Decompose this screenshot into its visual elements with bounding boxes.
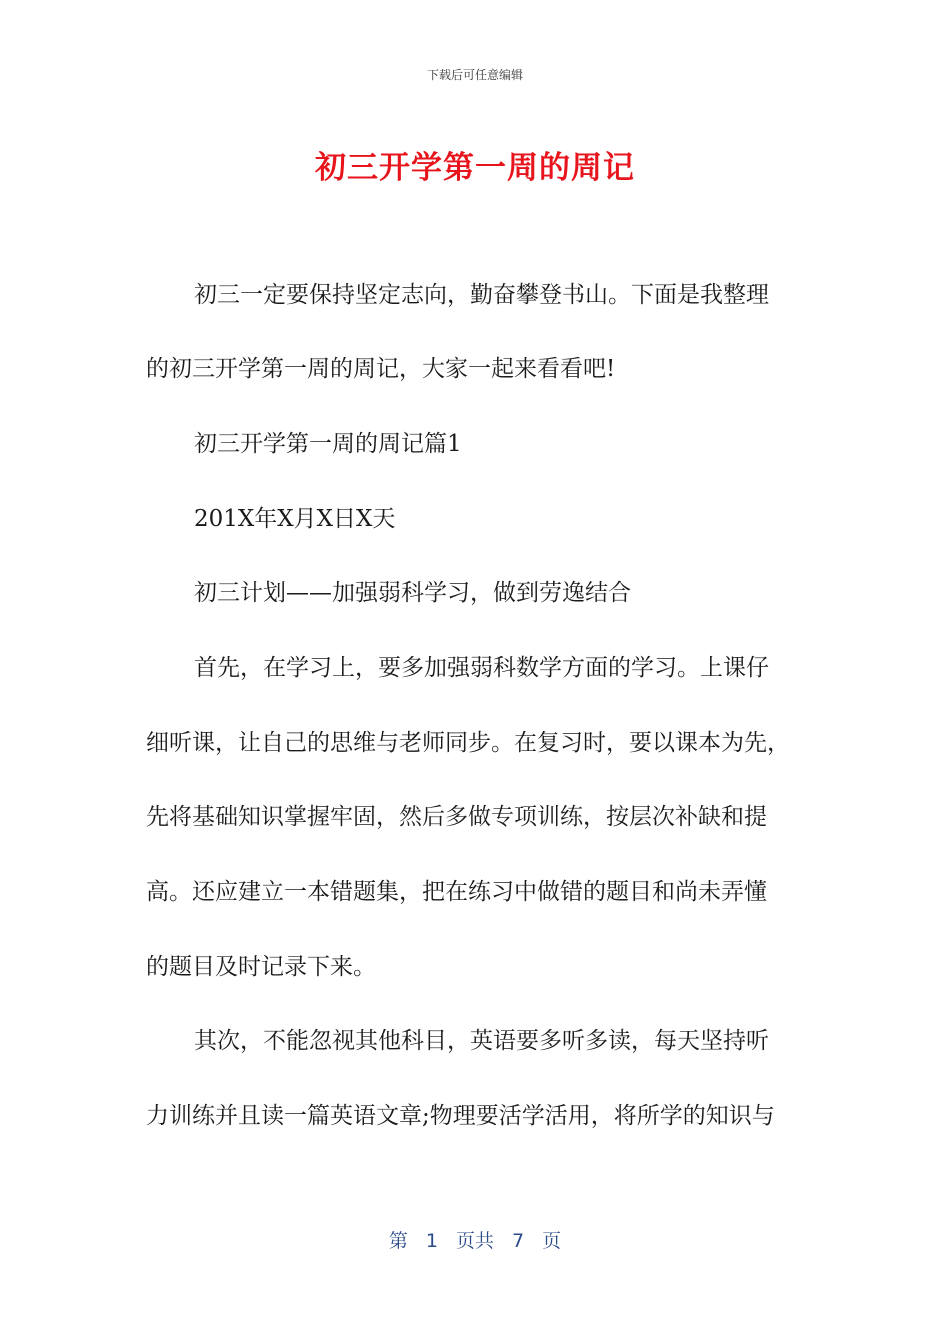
paragraph-line: 高。还应建立一本错题集，把在练习中做错的题目和尚未弄懂 <box>146 879 767 905</box>
page-footer <box>0 1226 950 1253</box>
page-total-number: 7 <box>512 1230 525 1252</box>
page-header-note: 下载后可任意编辑 <box>426 68 523 82</box>
page-label-suffix: 页 <box>542 1230 562 1252</box>
document-title: 初三开学第一周的周记 <box>315 150 635 186</box>
paragraph-line: 先将基础知识掌握牢固，然后多做专项训练，按层次补缺和提 <box>146 804 767 830</box>
paragraph-line: 初三一定要保持坚定志向，勤奋攀登书山。下面是我整理 <box>194 282 769 308</box>
page-label-prefix: 第 <box>388 1230 408 1252</box>
paragraph-line: 的初三开学第一周的周记，大家一起来看看吧! <box>146 356 616 382</box>
paragraph-line: 力训练并且读一篇英语文章;物理要活学活用，将所学的知识与 <box>146 1103 775 1129</box>
paragraph-line: 首先，在学习上，要多加强弱科数学方面的学习。上课仔 <box>194 655 769 681</box>
page-current-number: 1 <box>425 1230 438 1252</box>
page-label-middle: 页共 <box>455 1230 494 1252</box>
date-line: 201X年X月X日X天 <box>194 506 396 532</box>
paragraph-line: 其次，不能忽视其他科目，英语要多听多读，每天坚持听 <box>194 1028 769 1054</box>
paragraph-line: 细听课，让自己的思维与老师同步。在复习时，要以课本为先， <box>146 730 790 756</box>
section-heading: 初三开学第一周的周记篇1 <box>194 431 462 457</box>
paragraph-line: 的题目及时记录下来。 <box>146 954 376 980</box>
plan-heading: 初三计划——加强弱科学习，做到劳逸结合 <box>194 580 631 606</box>
